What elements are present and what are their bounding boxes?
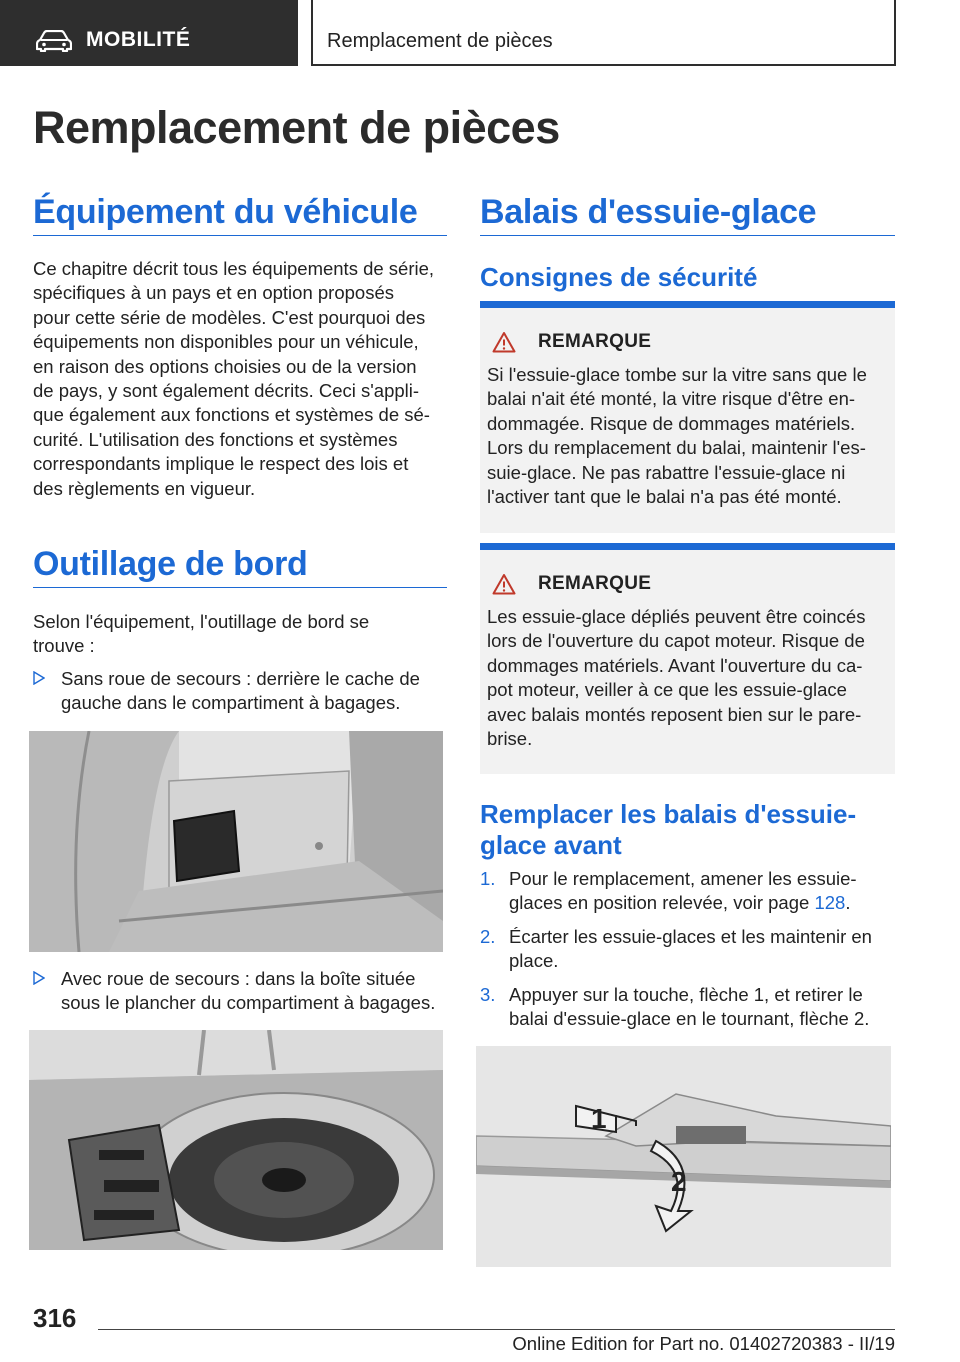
text-line: suie-glace. Ne pas rabattre l'essuie-glace ni	[487, 461, 846, 483]
text-line: brise.	[487, 728, 533, 750]
heading-rule	[33, 235, 447, 236]
note-accent-bar	[480, 301, 895, 308]
trunk-side-cover-figure	[29, 731, 443, 952]
list-item	[33, 667, 447, 717]
spare-wheel-figure	[29, 1030, 443, 1250]
spare-wheel-illustration	[29, 1030, 443, 1250]
list-item	[480, 925, 895, 975]
heading-wiper: Balais d'essuie-glace	[480, 193, 817, 231]
heading-tools: Outillage de bord	[33, 545, 308, 583]
text-line: dommages matériels. Avant l'ouverture du ca‐	[487, 654, 863, 676]
footer-rule	[98, 1329, 895, 1330]
car-icon	[36, 30, 72, 52]
wiper-illustration	[476, 1046, 891, 1267]
text-line: Ce chapitre décrit tous les équipements de série,	[33, 258, 435, 279]
text-line: curité. L'utilisation des fonctions et systèmes	[33, 428, 398, 450]
text-line: .	[845, 892, 851, 914]
wiper-blade-figure	[476, 1046, 891, 1267]
list-item	[33, 967, 447, 1017]
text-line: place.	[509, 950, 559, 972]
warning-icon	[492, 573, 516, 595]
step-number: 3.	[480, 984, 496, 1005]
note-header	[492, 573, 651, 595]
text-line: spécifiques à un pays et en option proposés	[33, 282, 394, 304]
section-tab[interactable]	[0, 0, 298, 66]
text-line: que également aux fonctions et systèmes de sé‐	[33, 404, 430, 426]
note-box	[480, 543, 895, 774]
text-line: l'activer tant que le balai n'a pas été monté.	[487, 486, 842, 508]
heading-equipment: Équipement du véhicule	[33, 193, 418, 231]
text-line: dommagée. Risque de dommages matériels.	[487, 412, 856, 434]
text-line: Lors du remplacement du balai, maintenir l'es‐	[487, 437, 866, 459]
heading-rule	[33, 587, 447, 588]
note-text	[487, 363, 892, 509]
chapter-tab[interactable]	[311, 0, 896, 66]
text-line: Les essuie-glace dépliés peuvent être coincés	[487, 606, 866, 627]
step-number: 2.	[480, 926, 496, 947]
chapter-label: Remplacement de pièces	[327, 30, 553, 52]
text-line: glaces en position relevée, voir page	[509, 892, 815, 914]
page-link[interactable]: 128	[814, 892, 846, 914]
text-line: sous le plancher du compartiment à bagages.	[61, 992, 436, 1014]
note-label: REMARQUE	[538, 331, 652, 352]
page-title: Remplacement de pièces	[33, 102, 560, 153]
text-line: trouve :	[33, 635, 95, 657]
text-line: Écarter les essuie-glaces et les maintenir en	[509, 926, 872, 947]
triangle-bullet-icon	[33, 671, 45, 685]
list-item	[480, 983, 895, 1033]
text-line: des règlements en vigueur.	[33, 477, 256, 499]
text-line: correspondants implique le respect des lois et	[33, 453, 409, 475]
heading-line: Remplacer les balais d'essuie-	[480, 799, 857, 829]
note-accent-bar	[480, 543, 895, 550]
text-line: Selon l'équipement, l'outillage de bord se	[33, 611, 370, 632]
text-line: équipements non disponibles pour un véhicule,	[33, 331, 419, 353]
step-number: 1.	[480, 868, 496, 889]
warning-icon	[492, 331, 516, 353]
text-line: avec balais montés reposent bien sur le pare-	[487, 703, 862, 725]
note-label: REMARQUE	[538, 573, 652, 594]
page-header	[0, 0, 960, 66]
text-line: de pays, y sont également décrits. Ceci s'appli‐	[33, 380, 420, 402]
text-line: Sans roue de secours : derrière le cache de	[61, 668, 420, 689]
text-line: balai n'ait été monté, la vitre risque d'être en‐	[487, 388, 856, 410]
text-line: balai d'essuie-glace en le tournant, flèche 2.	[509, 1008, 870, 1030]
text-line: en raison des options choisies ou de la version	[33, 355, 417, 377]
list-item	[480, 867, 895, 917]
note-text	[487, 605, 892, 751]
heading-line: glace avant	[480, 830, 622, 860]
note-header	[492, 331, 651, 353]
footer-edition: Online Edition for Part no. 01402720383 - II/19	[512, 1333, 895, 1354]
text-line: pour cette série de modèles. C'est pourquoi des	[33, 306, 426, 328]
heading-replace-wipers	[480, 799, 895, 861]
triangle-bullet-icon	[33, 971, 45, 985]
text-line: pot moteur, veiller à ce que les essuie-glace	[487, 679, 847, 701]
text-line: gauche dans le compartiment à bagages.	[61, 692, 401, 714]
tools-intro	[33, 610, 447, 659]
arrow-label-2: 2	[671, 1166, 687, 1197]
heading-safety: Consignes de sécurité	[480, 262, 758, 292]
page-number: 316	[33, 1303, 77, 1333]
section-label: MOBILITÉ	[86, 28, 191, 51]
equipment-paragraph	[33, 257, 447, 501]
text-line: Pour le remplacement, amener les essuie‐	[509, 868, 857, 889]
arrow-label-1: 1	[591, 1103, 607, 1134]
text-line: Appuyer sur la touche, flèche 1, et retirer le	[509, 984, 863, 1005]
text-line: Avec roue de secours : dans la boîte située	[61, 968, 416, 989]
trunk-illustration	[29, 731, 443, 952]
text-line: Si l'essuie-glace tombe sur la vitre sans que le	[487, 364, 867, 385]
note-box	[480, 301, 895, 533]
text-line: lors de l'ouverture du capot moteur. Risque de	[487, 630, 865, 652]
heading-rule	[480, 235, 895, 236]
